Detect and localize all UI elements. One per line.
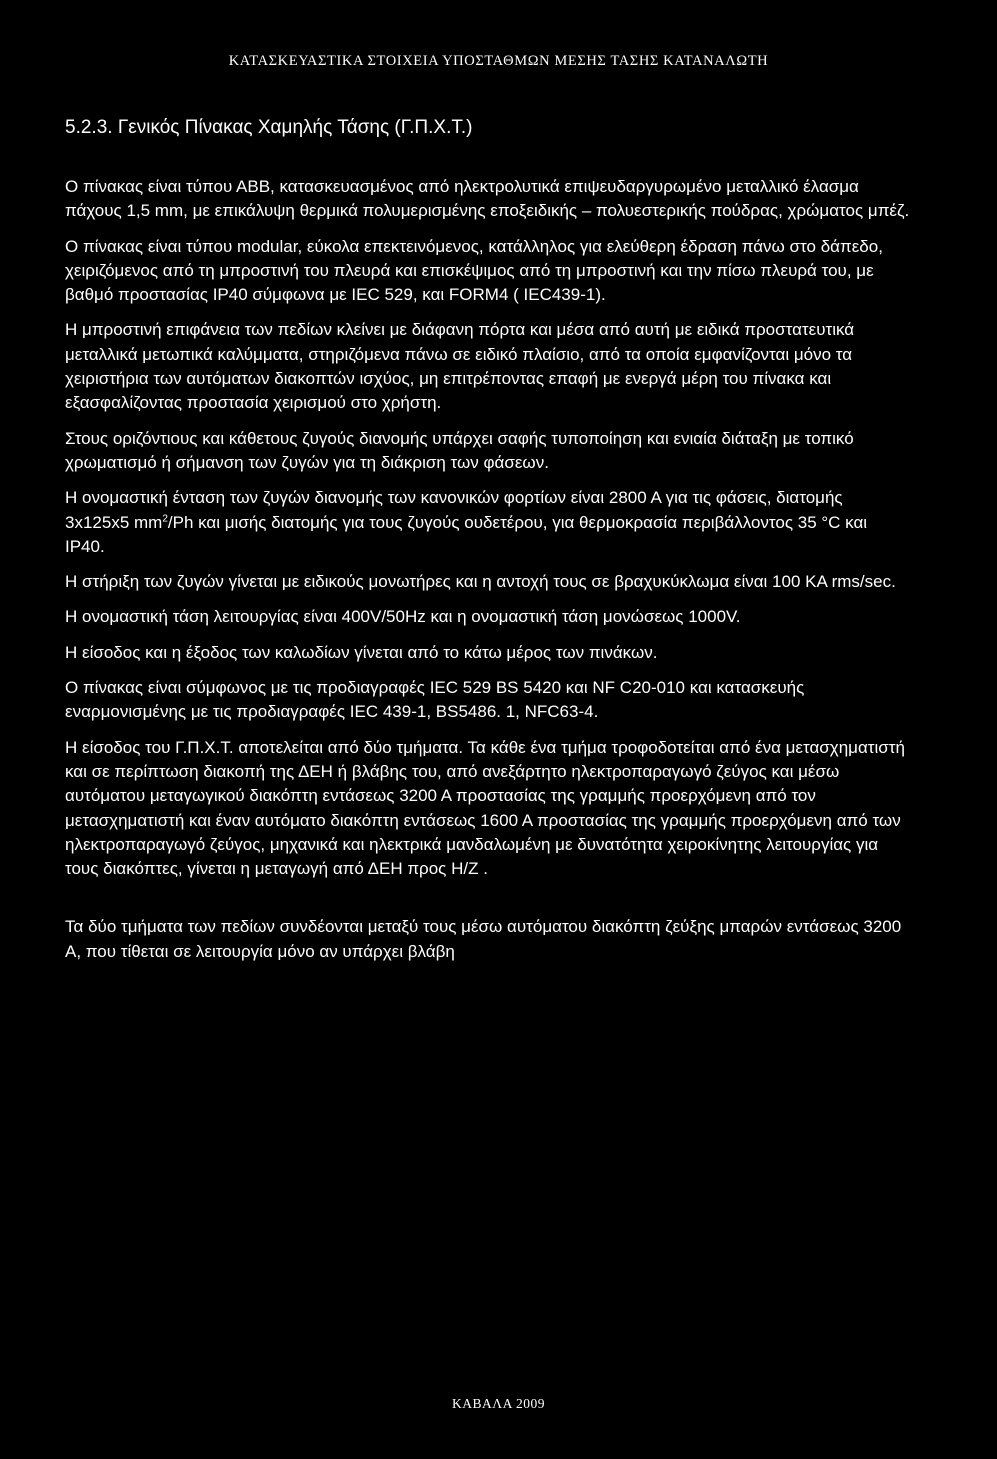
paragraph-standards: Ο πίνακας είναι σύμφωνος με τις προδιαγραφές IEC 529 BS 5420 και NF C20-010 και κατασκευής εναρμονισμένης με τις προδιαγραφές IEC 439-1, BS5486. 1, NFC63-4.: [65, 678, 805, 722]
document-body: [65, 175, 910, 975]
paragraph-busbar-marking: Στους οριζόντιους και κάθετους ζυγούς διανομής υπάρχει σαφής τυποποίηση και ενιαία διάταξη με τοπικό χρωματισμό ή σήμανση των ζυγών για τη διάκριση των φάσεων.: [65, 428, 854, 472]
paragraph-construction: Ο πίνακας είναι τύπου ΑΒΒ, κατασκευασμένος από ηλεκτρολυτικά επιψευδαργυρωμένο μεταλλικό έλασμα πάχους 1,5 mm, με επικάλυψη θερμικά πολυμερισμένης εποξειδικής – πολυεστερικής πούδρας, χρώματος μπέζ.: [65, 177, 910, 221]
paragraph-rated-current: [65, 486, 910, 559]
page-footer: ΚΑΒΑΛΑ 2009: [452, 1396, 545, 1411]
paragraph-front-surface: Η μπροστινή επιφάνεια των πεδίων κλείνει με διάφανη πόρτα και μέσα από αυτή με ειδικά προστατευτικά μεταλλικά μετωπικά καλύμματα, στηριζόμενα πάνω σε ειδικό πλαίσιο, από τα οποία εμφανίζονται μόνο τα χειριστήρια των αυτόματων διακοπτών ισχύος, μη επιτρέποντας επαφή με ενεργά μέρη του πίνακα και εξασφαλίζοντας προστασία χειρισμού στο χρήστη.: [65, 320, 855, 413]
paragraph-rated-voltage: Η ονομαστική τάση λειτουργίας είναι 400V/50Hz και η ονομαστική τάση μονώσεως 1000V.: [65, 607, 741, 627]
paragraph-coupling-breaker: Τα δύο τμήματα των πεδίων συνδέονται μεταξύ τους μέσω αυτόματου διακόπτη ζεύξης μπαρών εντάσεως 3200 Α, που τίθεται σε λειτουργία μόνο αν υπάρχει βλάβη: [65, 917, 902, 961]
rated-current-text-2: /Ph και μισής διατομής για τους ζυγούς ουδετέρου, για θερμοκρασία περιβάλλοντος 35 °C και IP40.: [65, 512, 868, 556]
running-header: ΚΑΤΑΣΚΕΥΑΣΤΙΚΑ ΣΤΟΙΧΕΙΑ ΥΠΟΣΤΑΘΜΩΝ ΜΕΣΗΣ ΤΑΣΗΣ ΚΑΤΑΝΑΛΩΤΗ: [228, 53, 769, 69]
rated-current-text-1: Η ονομαστική ένταση των ζυγών διανομής των κανονικών φορτίων είναι 2800 Α για τις φάσεις, διατομής 3x125x5 mm: [65, 488, 843, 532]
paragraph-cable-entry: Η είσοδος και η έξοδος των καλωδίων γίνεται από το κάτω μέρος των πινάκων.: [65, 642, 658, 662]
superscript-2: 2: [162, 512, 168, 524]
paragraph-modular: Ο πίνακας είναι τύπου modular, εύκολα επεκτεινόμενος, κατάλληλος για ελεύθερη έδραση πάνω στο δάπεδο, χειριζόμενος από τη μπροστινή του πλευρά και επισκέψιμος από τη μπροστινή και την πίσω πλευρά του, με βαθμό προστασίας IP40 σύμφωνα με IEC 529, και FORM4 ( IEC439-1).: [65, 236, 883, 305]
paragraph-input-sections: Η είσοδος του Γ.Π.Χ.Τ. αποτελείται από δύο τμήματα. Τα κάθε ένα τμήμα τροφοδοτείται από ένα μετασχηματιστή και σε περίπτωση διακοπή της ΔΕΗ ή βλάβης του, από ανεξάρτητο ηλεκτροπαραγωγό ζεύγος και μέσω αυτόματου μεταγωγικού διακόπτη εντάσεως 3200 Α προστασίας της γραμμής προερχόμενη από τον μετασχηματιστή και έναν αυτόματο διακόπτη εντάσεως 1600 Α προστασίας της γραμμής προερχόμενη από των ηλεκτροπαραγωγό ζεύγος, μηχανικά και ηλεκτρικά μανδαλωμένη με δυνατότητα χειροκίνητης λειτουργίας για τους διακόπτες, γίνεται η μεταγωγή από ΔΕΗ προς Η/Ζ .: [65, 737, 905, 879]
paragraph-busbar-support: Η στήριξη των ζυγών γίνεται με ειδικούς μονωτήρες και η αντοχή τους σε βραχυκύκλωμα είναι 100 KA rms/sec.: [65, 572, 896, 592]
section-title: 5.2.3. Γενικός Πίνακας Χαμηλής Τάσης (Γ.Π.Χ.Τ.): [65, 117, 473, 138]
